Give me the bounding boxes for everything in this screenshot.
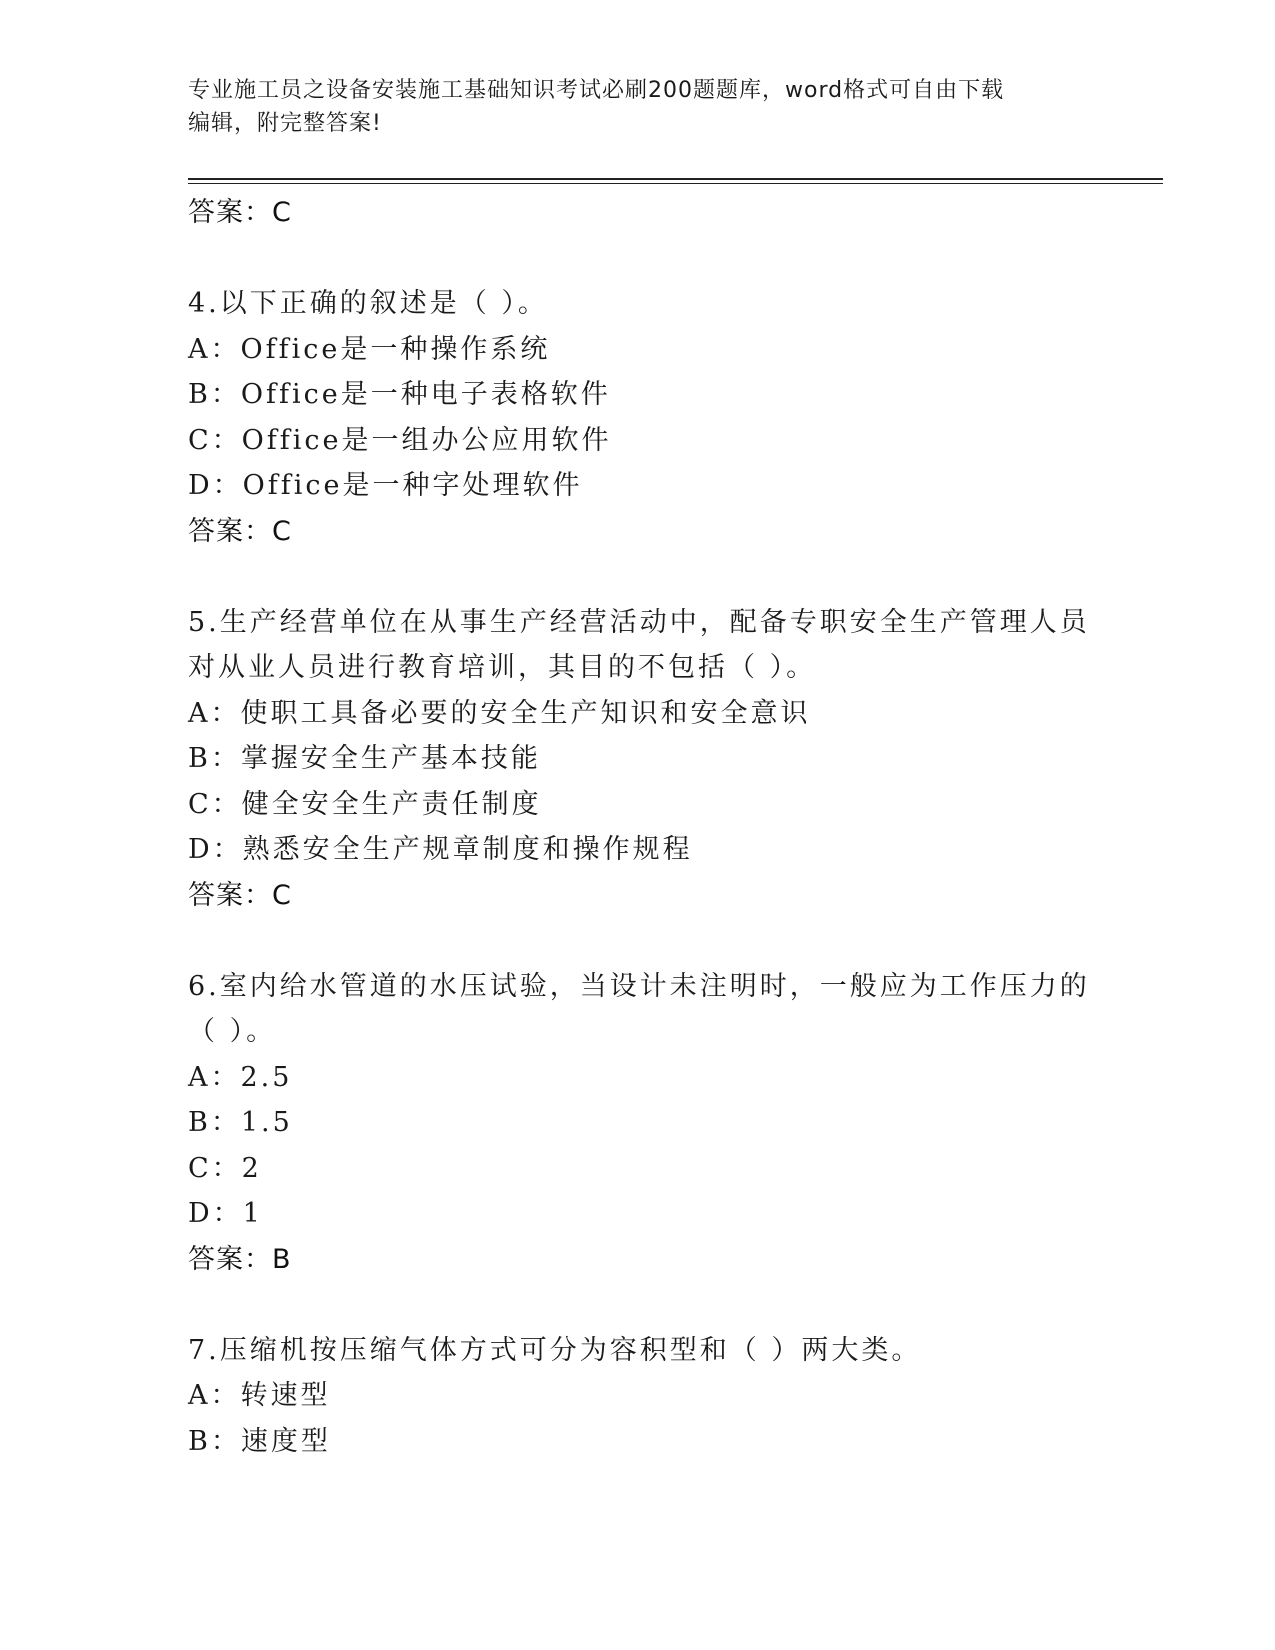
question-text: 4.以下正确的叙述是（ ）。 xyxy=(188,288,548,319)
header-divider-thick xyxy=(188,178,1163,180)
option-d: D：熟悉安全生产规章制度和操作规程 xyxy=(188,834,693,865)
question-text-cont: 对从业人员进行教育培训，其目的不包括（ ）。 xyxy=(188,652,817,683)
question-text: 7.压缩机按压缩气体方式可分为容积型和（ ）两大类。 xyxy=(188,1334,922,1366)
question-text-cont: （ ）。 xyxy=(188,1016,277,1047)
option-a: A：2.5 xyxy=(188,1061,293,1093)
option-a: A：Office是一种操作系统 xyxy=(188,333,551,365)
option-c: C：健全安全生产责任制度 xyxy=(188,788,542,820)
answer: 答案：C xyxy=(188,515,292,547)
question-7 xyxy=(188,1328,1088,1465)
option-c: C：2 xyxy=(188,1152,262,1184)
header-title-line-1: 专业施工员之设备安装施工基础知识考试必刷200题题库，word格式可自由下载 xyxy=(188,78,1005,103)
question-text: 6.室内给水管道的水压试验，当设计未注明时，一般应为工作压力的 xyxy=(188,970,1090,1002)
previous-answer: 答案：C xyxy=(188,197,292,228)
spacer xyxy=(188,1282,1088,1328)
option-a: A：使职工具备必要的安全生产知识和安全意识 xyxy=(188,697,811,729)
option-d: D：1 xyxy=(188,1198,263,1229)
question-5 xyxy=(188,600,1088,919)
question-list xyxy=(188,190,1088,1464)
option-b: B：掌握安全生产基本技能 xyxy=(188,743,541,774)
option-b: B：1.5 xyxy=(188,1107,293,1138)
spacer xyxy=(188,236,1088,282)
document-header xyxy=(188,74,1078,140)
question-6 xyxy=(188,964,1088,1283)
answer: 答案：B xyxy=(188,1243,292,1275)
answer: 答案：C xyxy=(188,879,292,911)
spacer xyxy=(188,918,1088,964)
option-c: C：Office是一组办公应用软件 xyxy=(188,424,612,456)
option-b: B：速度型 xyxy=(188,1425,331,1457)
spacer xyxy=(188,554,1088,600)
option-b: B：Office是一种电子表格软件 xyxy=(188,379,611,410)
header-divider-thin xyxy=(188,183,1163,184)
option-a: A：转速型 xyxy=(188,1380,331,1411)
question-4 xyxy=(188,281,1088,554)
header-title-line-2: 编辑，附完整答案! xyxy=(188,111,382,136)
question-text: 5.生产经营单位在从事生产经营活动中，配备专职安全生产管理人员 xyxy=(188,606,1090,638)
option-d: D：Office是一种字处理软件 xyxy=(188,470,583,501)
